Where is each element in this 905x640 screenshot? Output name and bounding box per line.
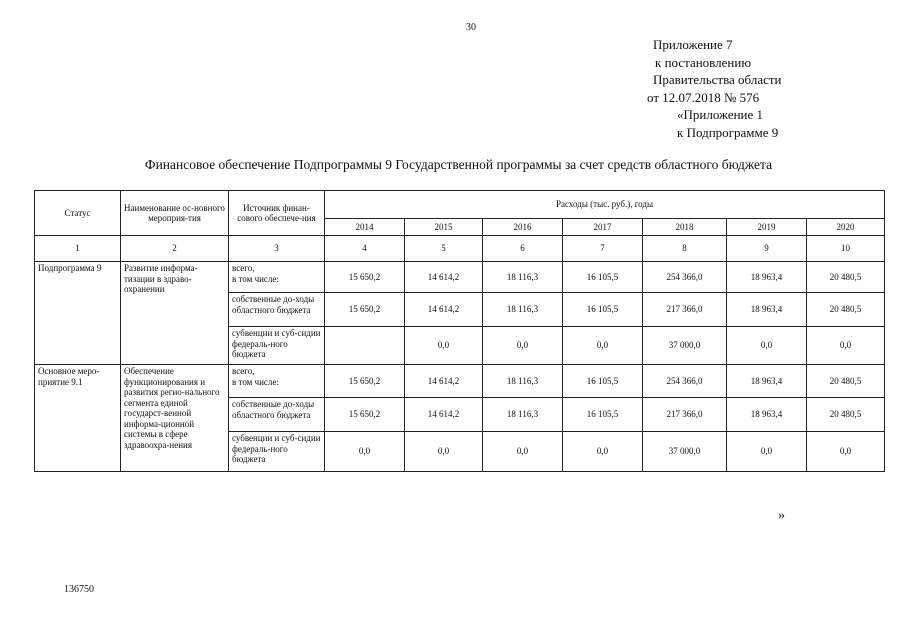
funding-source-cell: субвенции и суб-сидии федераль-ного бюджета — [229, 432, 325, 472]
expense-value-cell: 20 480,5 — [807, 293, 885, 327]
column-number: 4 — [325, 236, 405, 262]
column-number: 2 — [121, 236, 229, 262]
funding-source-cell: всего, в том числе: — [229, 365, 325, 398]
header-year: 2015 — [405, 219, 483, 236]
table-body — [35, 191, 885, 472]
header-source: Источник финан-сового обеспече-ния — [229, 191, 325, 236]
document-code: 136750 — [64, 584, 94, 595]
document-title: Финансовое обеспечение Подпрограммы 9 Государственной программы за счет средств областного бюджета — [144, 157, 773, 172]
activity-name-cell: Развитие информа-тизации в здраво-охранении — [121, 262, 229, 365]
expense-value-cell: 14 614,2 — [405, 398, 483, 432]
column-number: 10 — [807, 236, 885, 262]
expense-value-cell: 217 366,0 — [643, 398, 727, 432]
expense-value-cell: 18 116,3 — [483, 365, 563, 398]
column-number: 9 — [727, 236, 807, 262]
expense-value-cell: 20 480,5 — [807, 262, 885, 293]
expense-value-cell: 15 650,2 — [325, 365, 405, 398]
header-row — [35, 191, 885, 219]
expense-value-cell: 0,0 — [483, 432, 563, 472]
expense-value-cell: 254 366,0 — [643, 365, 727, 398]
expense-value-cell: 15 650,2 — [325, 293, 405, 327]
column-number: 6 — [483, 236, 563, 262]
appendix-line: к постановлению — [655, 54, 752, 70]
appendix-block — [647, 36, 847, 141]
expense-value-cell: 16 105,5 — [563, 262, 643, 293]
column-number: 8 — [643, 236, 727, 262]
expense-value-cell: 37 000,0 — [643, 432, 727, 472]
expense-value-cell: 217 366,0 — [643, 293, 727, 327]
expense-value-cell: 0,0 — [405, 432, 483, 472]
column-number: 5 — [405, 236, 483, 262]
expense-value-cell: 0,0 — [483, 327, 563, 365]
expense-value-cell: 16 105,5 — [563, 293, 643, 327]
column-number: 7 — [563, 236, 643, 262]
expense-value-cell: 18 963,4 — [727, 365, 807, 398]
appendix-line: Правительства области — [653, 72, 782, 87]
header-year: 2016 — [483, 219, 563, 236]
financing-table — [34, 190, 885, 472]
closing-quote: » — [778, 508, 785, 523]
column-number: 1 — [35, 236, 121, 262]
expense-value-cell: 14 614,2 — [405, 365, 483, 398]
expense-value-cell: 18 963,4 — [727, 398, 807, 432]
expense-value-cell: 14 614,2 — [405, 293, 483, 327]
funding-source-cell: всего, в том числе: — [229, 262, 325, 293]
column-number-row — [35, 236, 885, 262]
expense-value-cell: 16 105,5 — [563, 365, 643, 398]
header-year: 2019 — [727, 219, 807, 236]
expense-value-cell: 0,0 — [807, 432, 885, 472]
expense-value-cell: 20 480,5 — [807, 365, 885, 398]
expense-value-cell: 18 116,3 — [483, 293, 563, 327]
expense-value-cell: 0,0 — [325, 432, 405, 472]
header-expenses: Расходы (тыс. руб.), годы — [325, 191, 885, 219]
expense-value-cell: 18 116,3 — [483, 262, 563, 293]
status-cell: Подпрограмма 9 — [35, 262, 121, 365]
expense-value-cell: 0,0 — [563, 432, 643, 472]
expense-value-cell: 16 105,5 — [563, 398, 643, 432]
appendix-line: Приложение 7 — [653, 37, 733, 52]
expense-value-cell: 254 366,0 — [643, 262, 727, 293]
header-year: 2017 — [563, 219, 643, 236]
header-name: Наименование ос-новного мероприя-тия — [121, 191, 229, 236]
expense-value-cell: 18 963,4 — [727, 262, 807, 293]
header-status: Статус — [35, 191, 121, 236]
expense-value-cell: 20 480,5 — [807, 398, 885, 432]
header-year: 2018 — [643, 219, 727, 236]
expense-value-cell: 0,0 — [563, 327, 643, 365]
funding-source-cell: собственные до-ходы областного бюджета — [229, 293, 325, 327]
appendix-line: к Подпрограмме 9 — [677, 124, 779, 140]
expense-value-cell: 18 116,3 — [483, 398, 563, 432]
expense-value-cell: 14 614,2 — [405, 262, 483, 293]
table-row — [35, 262, 885, 293]
appendix-line: «Приложение 1 — [677, 107, 764, 122]
appendix-line: от 12.07.2018 № 576 — [647, 89, 760, 105]
status-cell: Основное меро-приятие 9.1 — [35, 365, 121, 472]
expense-value-cell: 0,0 — [405, 327, 483, 365]
expense-value-cell: 0,0 — [807, 327, 885, 365]
expense-value-cell: 15 650,2 — [325, 398, 405, 432]
funding-source-cell: субвенции и суб-сидии федераль-ного бюджета — [229, 327, 325, 365]
funding-source-cell: собственные до-ходы областного бюджета — [229, 398, 325, 432]
expense-value-cell: 18 963,4 — [727, 293, 807, 327]
expense-value-cell: 37 000,0 — [643, 327, 727, 365]
page-number: 30 — [466, 22, 476, 33]
activity-name-cell: Обеспечение функционирования и развития регио-нального сегмента единой государст-венной информа-ционной системы в сфере здравоохра-нения — [121, 365, 229, 472]
column-number: 3 — [229, 236, 325, 262]
header-year: 2020 — [807, 219, 885, 236]
expense-value-cell: 0,0 — [727, 432, 807, 472]
table-row — [35, 365, 885, 398]
expense-value-cell: 0,0 — [727, 327, 807, 365]
header-year: 2014 — [325, 219, 405, 236]
expense-value-cell: 15 650,2 — [325, 262, 405, 293]
expense-value-cell — [325, 327, 405, 365]
